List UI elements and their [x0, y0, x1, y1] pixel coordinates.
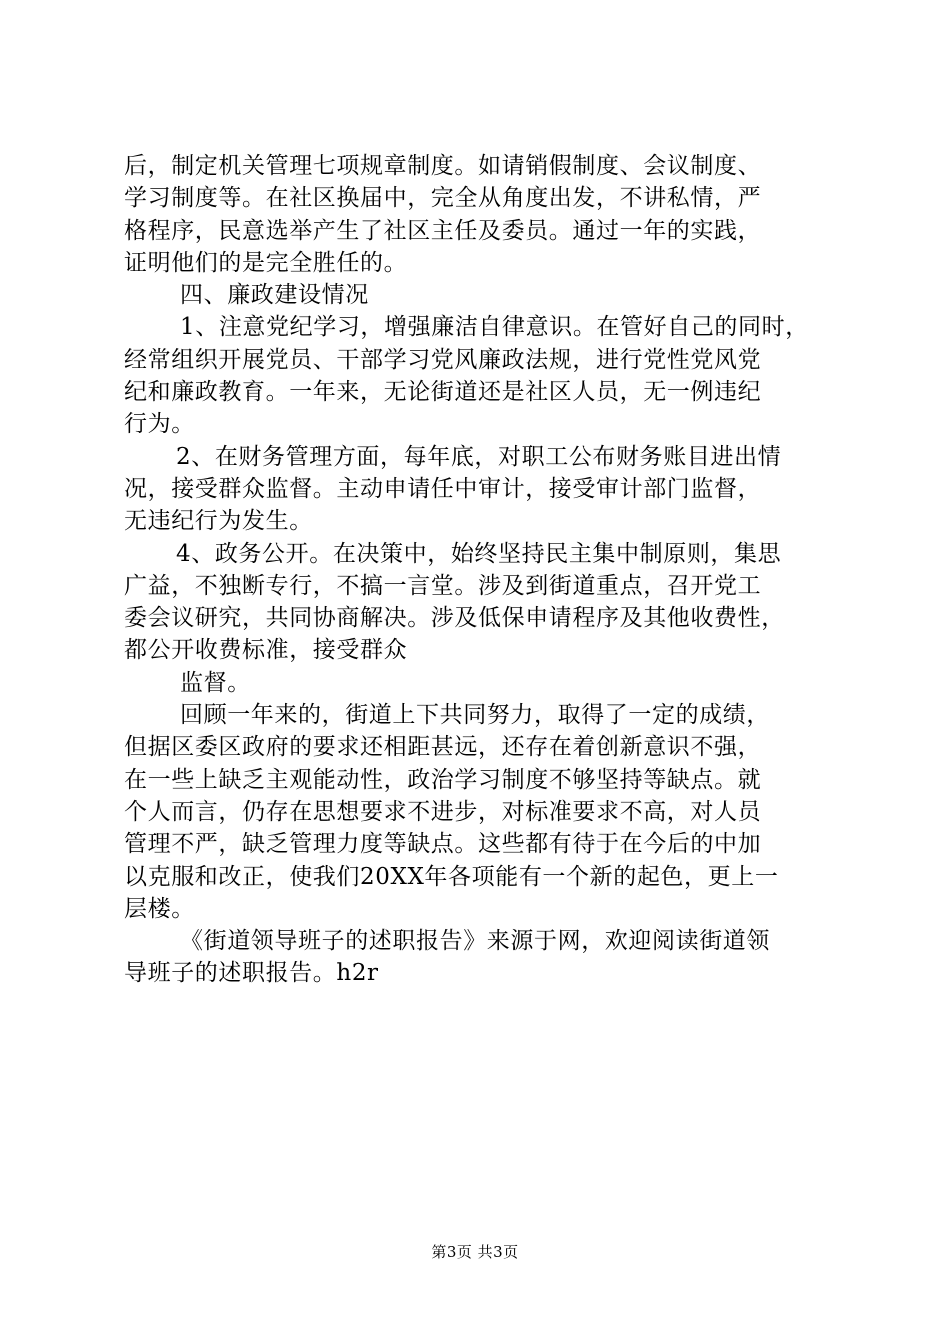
text-line: 4、政务公开。在决策中，始终坚持民主集中制原则，集思: [176, 540, 782, 567]
text-line: 格程序，民意选举产生了社区主任及委员。通过一年的实践，: [124, 217, 762, 244]
section-heading: 四、廉政建设情况: [180, 282, 369, 309]
text-line: 导班子的述职报告。h2r: [124, 960, 379, 987]
text-line: 但据区委区政府的要求还相距甚远，还存在着创新意识不强，: [124, 734, 762, 761]
text-line: 都公开收费标准，接受群众: [124, 637, 408, 664]
text-line: 管理不严，缺乏管理力度等缺点。这些都有待于在今后的中加: [124, 831, 762, 858]
document-body: [124, 150, 836, 990]
text-line: 学习制度等。在社区换届中，完全从角度出发，不讲私情，严: [124, 185, 762, 212]
text-line: 《街道领导班子的述职报告》来源于网，欢迎阅读街道领: [180, 928, 770, 955]
text-line: 证明他们的是完全胜任的。: [124, 249, 408, 276]
page-footer: 第3页 共3页: [431, 1243, 519, 1261]
text-line: 行为。: [124, 411, 195, 438]
text-line: 况，接受群众监督。主动申请任中审计，接受审计部门监督，: [124, 475, 762, 502]
text-line: 纪和廉政教育。一年来，无论街道还是社区人员，无一例违纪: [124, 379, 762, 406]
text-line: 经常组织开展党员、干部学习党风廉政法规，进行党性党风党: [124, 346, 762, 373]
text-line: 在一些上缺乏主观能动性，政治学习制度不够坚持等缺点。就: [124, 766, 762, 793]
text-line: 无违纪行为发生。: [124, 508, 313, 535]
text-line: 2、在财务管理方面，每年底，对职工公布财务账目进出情: [176, 443, 782, 470]
text-line: 监督。: [180, 669, 251, 696]
text-line: 以克服和改正，使我们20XX年各项能有一个新的起色，更上一: [124, 863, 779, 890]
text-line: 后，制定机关管理七项规章制度。如请销假制度、会议制度、: [124, 153, 762, 179]
text-line: 广益，不独断专行，不搞一言堂。涉及到街道重点，召开党工: [124, 572, 762, 599]
text-line: 个人而言，仍存在思想要求不进步，对标准要求不高，对人员: [124, 798, 762, 825]
text-line: 1、注意党纪学习，增强廉洁自律意识。在管好自己的同时，: [180, 314, 809, 341]
text-line: 委会议研究，共同协商解决。涉及低保申请程序及其他收费性，: [124, 605, 785, 632]
text-line: 层楼。: [124, 895, 195, 922]
text-line: 回顾一年来的，街道上下共同努力，取得了一定的成绩，: [180, 702, 770, 729]
